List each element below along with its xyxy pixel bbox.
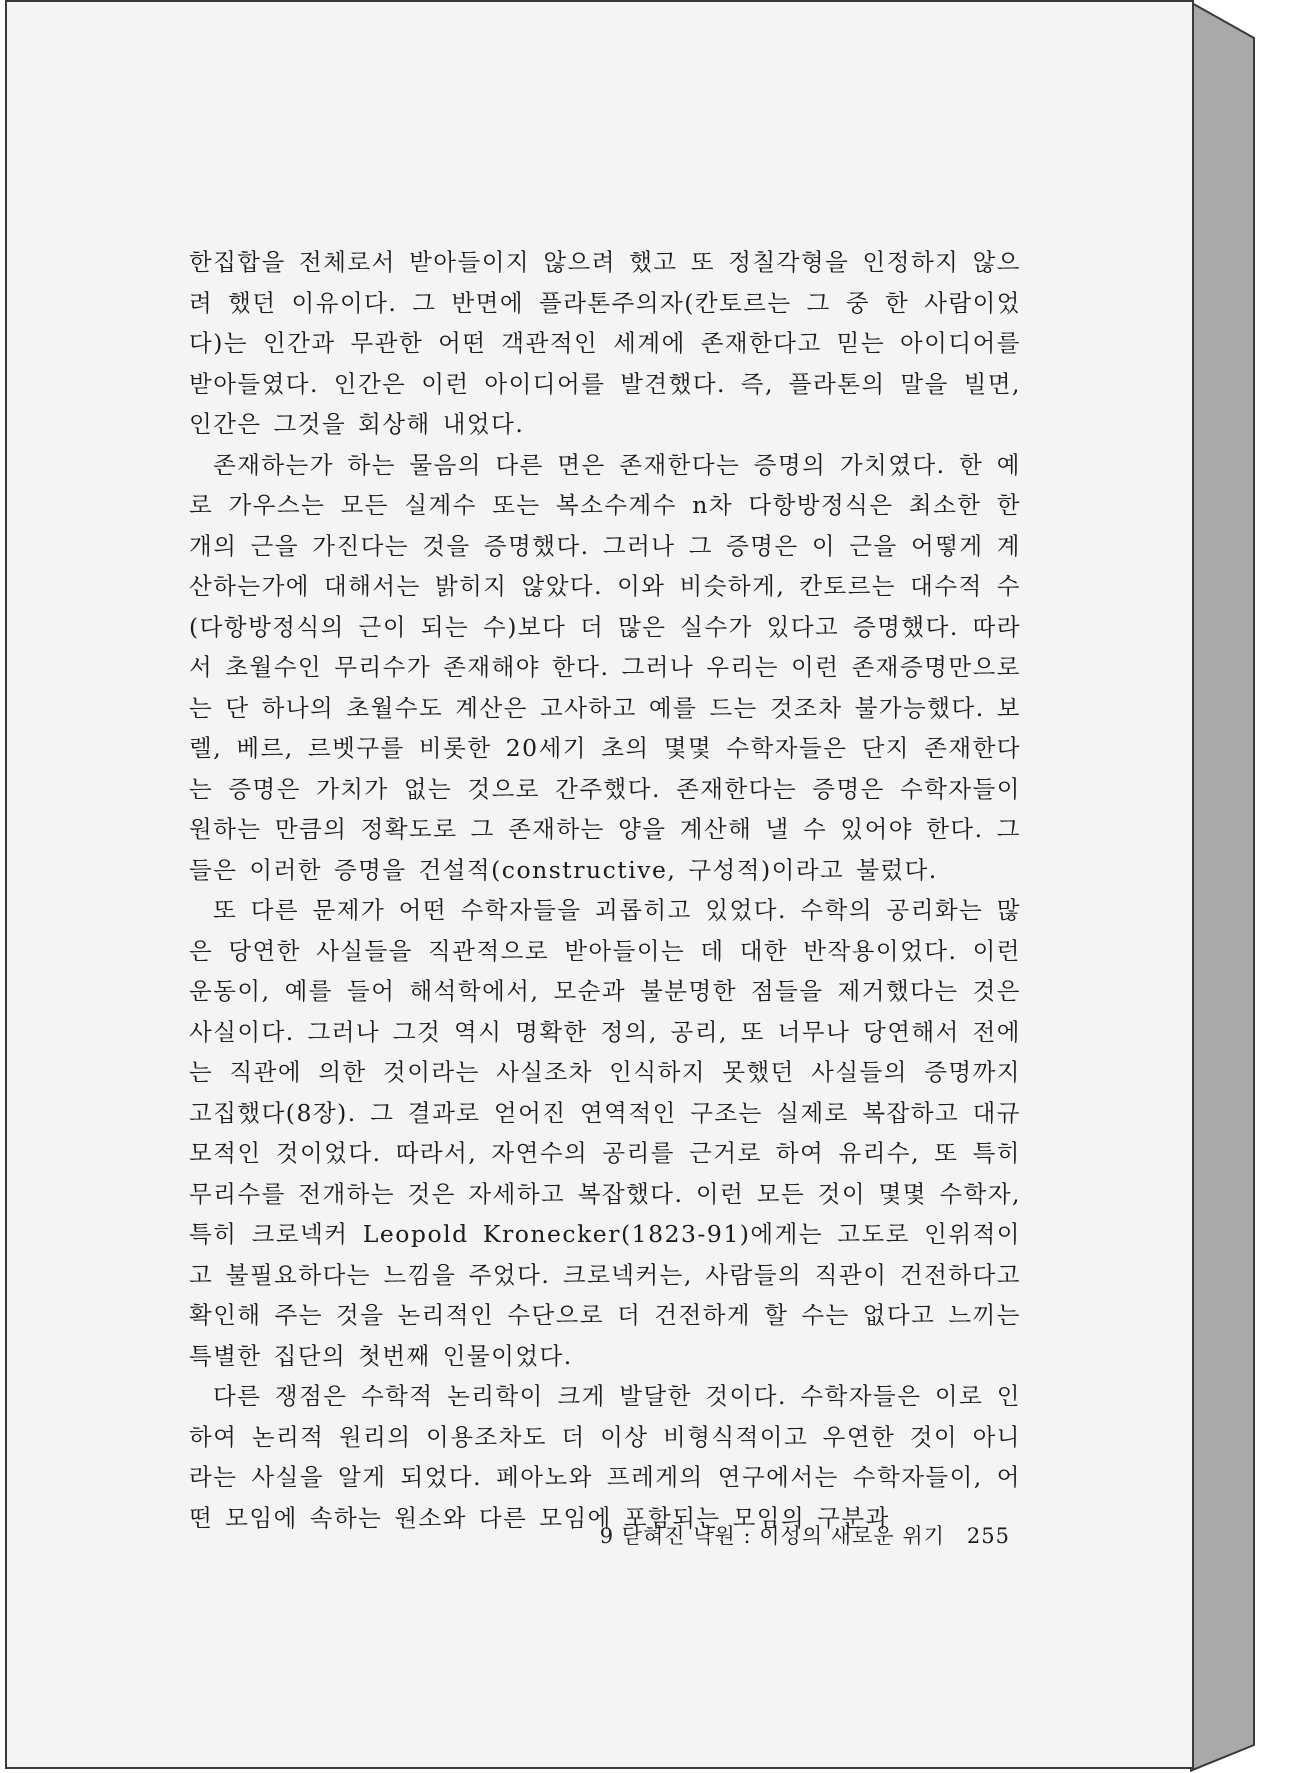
paragraph-2: 존재하는가 하는 물음의 다른 면은 존재한다는 증명의 가치였다. 한 예로 가우스는 모든 실계수 또는 복소수계수 n차 다항방정식은 최소한 한 개의 근을 가진다는 것을 증명했다. 그러나 그 증명은 이 근을 어떻게 계산하는가에 대해서는 밝히지 않았다. 이와 비슷하게, 칸토르는 대수적 수(다항방정식의 근이 되는 수)보다 더 많은 실수가 있다고 증명했다. 따라서 초월수인 무리수가 존재해야 한다. 그러나 우리는 이런 존재증명만으로는 단 하나의 초월수도 계산은 고사하고 예를 드는 것조차 불가능했다. 보렐, 베르, 르벳구를 비롯한 20세기 초의 몇몇 수학자들은 단지 존재한다는 증명은 가치가 없는 것으로 간주했다. 존재한다는 증명은 수학자들이 원하는 만큼의 정확도로 그 존재하는 양을 계산해 낼 수 있어야 한다. 그들은 이러한 증명을 건설적(constructive, 구성적)이라고 불렀다. (189, 450, 1021, 884)
paragraph-1: 한집합을 전체로서 받아들이지 않으려 했고 또 정칠각형을 인정하지 않으려 했던 이유이다. 그 반면에 플라톤주의자(칸토르는 그 중 한 사람이었다)는 인간과 무관한 어떤 객관적인 세계에 존재한다고 믿는 아이디어를 받아들였다. 인간은 이런 아이디어를 발견했다. 즉, 플라톤의 말을 빌면, 인간은 그것을 회상해 내었다. (189, 248, 1021, 438)
body-text (189, 242, 1021, 1538)
paragraph-4: 다른 쟁점은 수학적 논리학이 크게 발달한 것이다. 수학자들은 이로 인하여 논리적 원리의 이용조차도 더 이상 비형식적이고 우연한 것이 아니라는 사실을 알게 되었다. 페아노와 프레게의 연구에서는 수학자들이, 어떤 모임에 속하는 원소와 다른 모임에 포함되는 모임의 구분과 (189, 1382, 1021, 1532)
paragraph-3: 또 다른 문제가 어떤 수학자들을 괴롭히고 있었다. 수학의 공리화는 많은 당연한 사실들을 직관적으로 받아들이는 데 대한 반작용이었다. 이런 운동이, 예를 들어 해석학에서, 모순과 불분명한 점들을 제거했다는 것은 사실이다. 그러나 그것 역시 명확한 정의, 공리, 또 너무나 당연해서 전에는 직관에 의한 것이라는 사실조차 인식하지 못했던 사실들의 증명까지 고집했다(8장). 그 결과로 얻어진 연역적인 구조는 실제로 복잡하고 대규모적인 것이었다. 따라서, 자연수의 공리를 근거로 하여 유리수, 또 특히 무리수를 전개하는 것은 자세하고 복잡했다. 이런 모든 것이 몇몇 수학자, 특히 크로넥커 Leopold Kronecker(1823-91)에게는 고도로 인위적이고 불필요하다는 느낌을 주었다. 크로넥커는, 사람들의 직관이 건전하다고 확인해 주는 것을 논리적인 수단으로 더 건전하게 할 수는 없다고 느끼는 특별한 집단의 첫번째 인물이었다. (189, 896, 1021, 1370)
running-title: 9 닫혀진 낙원 : 이성의 새로운 위기 (599, 1524, 945, 1548)
book-page (5, 0, 1194, 1769)
page-number: 255 (966, 1524, 1010, 1548)
running-footer (600, 1520, 1010, 1550)
book-edge-3d (1190, 0, 1270, 1773)
